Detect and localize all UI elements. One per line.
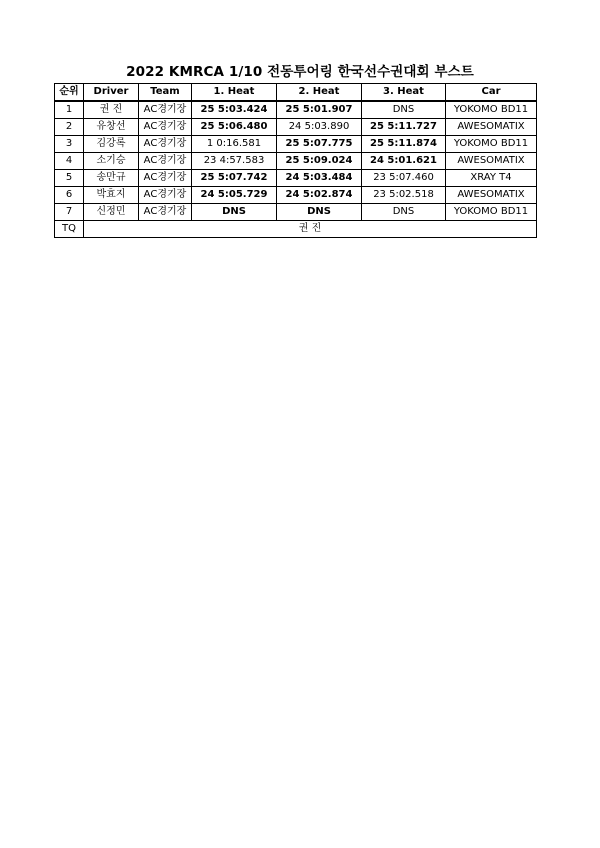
heat-2-cell: 25 5:01.907 <box>277 101 362 119</box>
results-table <box>54 83 537 238</box>
team-cell: AC경기장 <box>139 119 192 136</box>
team-cell: AC경기장 <box>139 170 192 187</box>
header-heat-1: 1. Heat <box>192 84 277 102</box>
car-cell: AWESOMATIX <box>446 119 537 136</box>
driver-cell: 유창선 <box>84 119 139 136</box>
header-heat-3: 3. Heat <box>362 84 446 102</box>
heat-2-cell: 25 5:07.775 <box>277 136 362 153</box>
tq-driver: 권 진 <box>84 221 537 238</box>
heat-3-cell: 23 5:02.518 <box>362 187 446 204</box>
rank-cell: 3 <box>55 136 84 153</box>
heat-2-cell: 24 5:03.484 <box>277 170 362 187</box>
table-row <box>55 101 537 119</box>
table-row <box>55 204 537 221</box>
driver-cell: 소기승 <box>84 153 139 170</box>
header-driver: Driver <box>84 84 139 102</box>
heat-3-cell: 25 5:11.727 <box>362 119 446 136</box>
header-row <box>55 84 537 102</box>
header-rank: 순위 <box>55 84 84 102</box>
car-cell: YOKOMO BD11 <box>446 136 537 153</box>
rank-cell: 7 <box>55 204 84 221</box>
team-cell: AC경기장 <box>139 153 192 170</box>
heat-3-cell: DNS <box>362 204 446 221</box>
table-row <box>55 136 537 153</box>
tq-row <box>55 221 537 238</box>
table-row <box>55 119 537 136</box>
car-cell: YOKOMO BD11 <box>446 204 537 221</box>
team-cell: AC경기장 <box>139 204 192 221</box>
heat-3-cell: DNS <box>362 101 446 119</box>
driver-cell: 김강록 <box>84 136 139 153</box>
table-row <box>55 153 537 170</box>
heat-1-cell: DNS <box>192 204 277 221</box>
heat-2-cell: 25 5:09.024 <box>277 153 362 170</box>
rank-cell: 6 <box>55 187 84 204</box>
heat-3-cell: 25 5:11.874 <box>362 136 446 153</box>
heat-1-cell: 23 4:57.583 <box>192 153 277 170</box>
driver-cell: 송만규 <box>84 170 139 187</box>
heat-2-cell: 24 5:02.874 <box>277 187 362 204</box>
heat-2-cell: DNS <box>277 204 362 221</box>
team-cell: AC경기장 <box>139 136 192 153</box>
table-row <box>55 187 537 204</box>
page-title: 2022 KMRCA 1/10 전동투어링 한국선수권대회 부스트 <box>126 64 474 80</box>
team-cell: AC경기장 <box>139 101 192 119</box>
rank-cell: 2 <box>55 119 84 136</box>
car-cell: AWESOMATIX <box>446 153 537 170</box>
car-cell: AWESOMATIX <box>446 187 537 204</box>
car-cell: XRAY T4 <box>446 170 537 187</box>
header-car: Car <box>446 84 537 102</box>
rank-cell: 5 <box>55 170 84 187</box>
heat-1-cell: 25 5:03.424 <box>192 101 277 119</box>
heat-1-cell: 1 0:16.581 <box>192 136 277 153</box>
rank-cell: 4 <box>55 153 84 170</box>
table-row <box>55 170 537 187</box>
team-cell: AC경기장 <box>139 187 192 204</box>
heat-1-cell: 24 5:05.729 <box>192 187 277 204</box>
heat-3-cell: 23 5:07.460 <box>362 170 446 187</box>
heat-3-cell: 24 5:01.621 <box>362 153 446 170</box>
car-cell: YOKOMO BD11 <box>446 101 537 119</box>
heat-1-cell: 25 5:06.480 <box>192 119 277 136</box>
heat-1-cell: 25 5:07.742 <box>192 170 277 187</box>
header-heat-2: 2. Heat <box>277 84 362 102</box>
driver-cell: 박효지 <box>84 187 139 204</box>
rank-cell: 1 <box>55 101 84 119</box>
driver-cell: 권 진 <box>84 101 139 119</box>
heat-2-cell: 24 5:03.890 <box>277 119 362 136</box>
driver-cell: 신정민 <box>84 204 139 221</box>
tq-label: TQ <box>55 221 84 238</box>
header-team: Team <box>139 84 192 102</box>
